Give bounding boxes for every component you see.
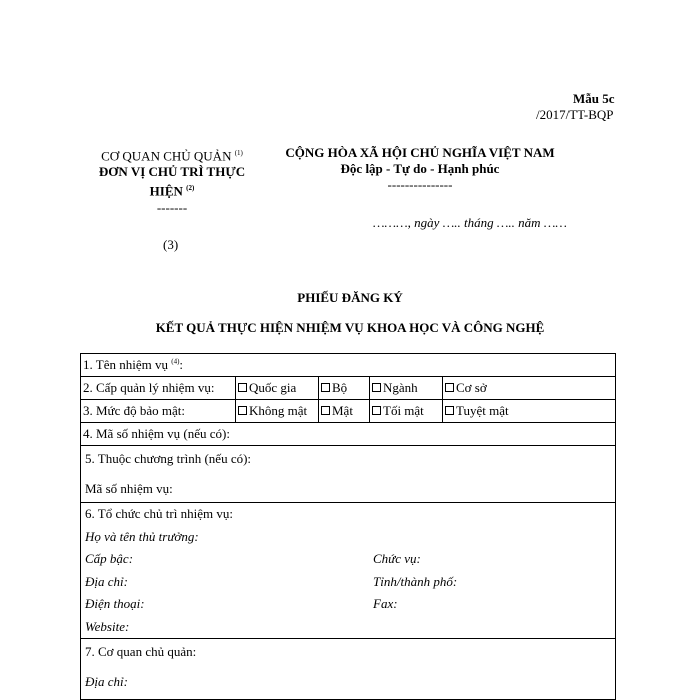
row-program bbox=[81, 446, 616, 503]
country-name: CỘNG HÒA XÃ HỘI CHỦ NGHĨA VIỆT NAM bbox=[285, 145, 555, 160]
option-tuyet-mat[interactable]: Tuyệt mật bbox=[443, 400, 616, 423]
row-governing-agency bbox=[81, 639, 616, 700]
position-label: Chức vụ: bbox=[373, 551, 421, 566]
implementing-unit-line: ĐƠN VỊ CHỦ TRÌ THỰC bbox=[98, 164, 246, 180]
right-dashes: --------------- bbox=[387, 177, 453, 192]
registration-form-table bbox=[80, 353, 616, 700]
checkbox-icon[interactable] bbox=[372, 406, 381, 415]
phone-line bbox=[85, 593, 615, 616]
form-subtitle: KẾT QUẢ THỰC HIỆN NHIỆM VỤ KHOA HỌC VÀ CÔNG NGHỆ bbox=[155, 320, 545, 335]
address-line bbox=[85, 571, 615, 594]
governing-agency-address-label: Địa chỉ: bbox=[85, 674, 128, 689]
management-level-label: 2. Cấp quản lý nhiệm vụ: bbox=[81, 377, 236, 400]
checkbox-icon[interactable] bbox=[372, 383, 381, 392]
checkbox-icon[interactable] bbox=[445, 383, 454, 392]
governing-agency-cell[interactable] bbox=[81, 639, 616, 700]
checkbox-icon[interactable] bbox=[238, 406, 247, 415]
checkbox-icon[interactable] bbox=[445, 406, 454, 415]
row-host-organization bbox=[81, 503, 616, 639]
motto: Độc lập - Tự do - Hạnh phúc bbox=[340, 161, 500, 176]
checkbox-icon[interactable] bbox=[238, 383, 247, 392]
row-security-level bbox=[81, 400, 616, 423]
right-header bbox=[270, 145, 570, 193]
fax-label: Fax: bbox=[373, 596, 398, 611]
row-task-code bbox=[81, 423, 616, 446]
phone-label: Điện thoại: bbox=[85, 596, 145, 611]
date-line: ………, ngày ….. tháng ….. năm …… bbox=[373, 215, 567, 230]
form-code: Mẫu 5c bbox=[573, 91, 615, 106]
option-co-so[interactable]: Cơ sở bbox=[443, 377, 616, 400]
head-name-label: Họ và tên thủ trưởng: bbox=[85, 528, 199, 544]
governing-agency-line: CƠ QUAN CHỦ QUẢN $^{(1)}$ bbox=[101, 148, 243, 164]
program-task-code-label: Mã số nhiệm vụ: bbox=[85, 481, 173, 496]
checkbox-icon[interactable] bbox=[321, 406, 330, 415]
implementing-unit-line2: HIỆN $^{(2)}$ bbox=[149, 183, 195, 199]
row-task-name bbox=[81, 354, 616, 377]
rank-label: Cấp bậc: bbox=[85, 551, 134, 566]
option-toi-mat[interactable]: Tối mật bbox=[370, 400, 443, 423]
left-dashes: ------- bbox=[156, 199, 188, 215]
left-header bbox=[82, 145, 262, 216]
option-quoc-gia[interactable]: Quốc gia bbox=[236, 377, 319, 400]
option-nganh[interactable]: Ngành bbox=[370, 377, 443, 400]
governing-agency-label: 7. Cơ quan chủ quản: bbox=[85, 644, 197, 659]
circular-number: /2017/TT-BQP bbox=[536, 107, 614, 122]
checkbox-icon[interactable] bbox=[321, 383, 330, 392]
task-code-cell[interactable]: 4. Mã số nhiệm vụ (nếu có): bbox=[81, 423, 616, 446]
form-title: PHIẾU ĐĂNG KÝ bbox=[297, 290, 403, 305]
host-organization-cell[interactable] bbox=[81, 503, 616, 639]
row-management-level bbox=[81, 377, 616, 400]
option-bo[interactable]: Bộ bbox=[319, 377, 370, 400]
address-label: Địa chỉ: bbox=[85, 573, 128, 589]
rank-line bbox=[85, 548, 615, 571]
document-number: (3) bbox=[163, 237, 179, 252]
security-level-label: 3. Mức độ bảo mật: bbox=[81, 400, 236, 423]
program-cell[interactable] bbox=[81, 446, 616, 503]
province-label: Tỉnh/thành phố: bbox=[373, 573, 458, 589]
program-label: 5. Thuộc chương trình (nếu có): bbox=[85, 451, 252, 466]
task-name-cell[interactable]: 1. Tên nhiệm vụ $^{(4)}$: bbox=[81, 354, 616, 377]
website-label: Website: bbox=[85, 618, 130, 634]
option-mat[interactable]: Mật bbox=[319, 400, 370, 423]
host-org-label: 6. Tổ chức chủ trì nhiệm vụ: bbox=[85, 506, 233, 521]
option-khong-mat[interactable]: Không mật bbox=[236, 400, 319, 423]
